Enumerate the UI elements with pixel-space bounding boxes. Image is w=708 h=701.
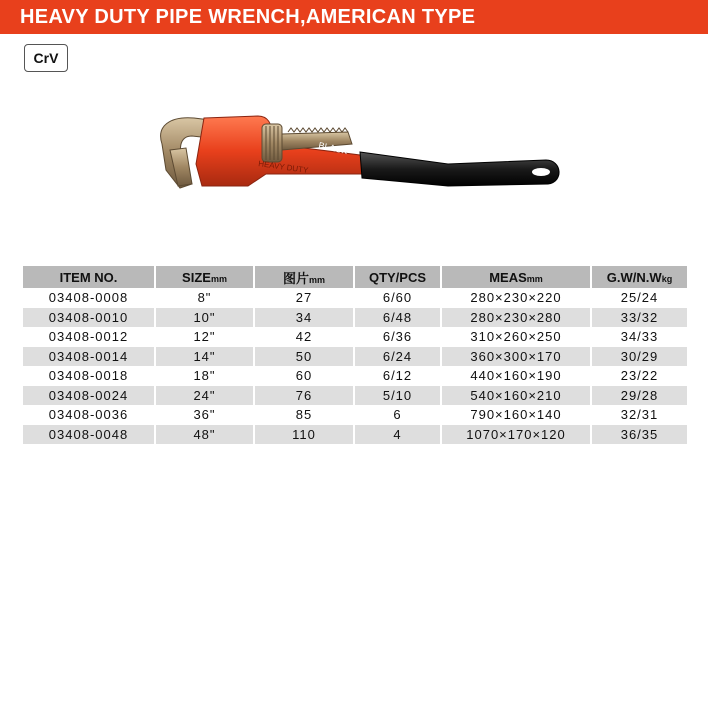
cell-image: 85 xyxy=(254,405,354,425)
handle-text-black: BLACK xyxy=(317,140,349,157)
table-row xyxy=(23,425,687,445)
cell-image: 50 xyxy=(254,347,354,367)
cell-item-no: 03408-0036 xyxy=(23,405,155,425)
cell-item-no: 03408-0014 xyxy=(23,347,155,367)
cell-qty: 5/10 xyxy=(354,386,441,406)
cell-meas: 790×160×140 xyxy=(441,405,591,425)
cell-qty: 6/24 xyxy=(354,347,441,367)
cell-size: 12" xyxy=(155,327,254,347)
cell-qty: 6 xyxy=(354,405,441,425)
header-item-no: ITEM NO. xyxy=(23,266,155,288)
table-row xyxy=(23,327,687,347)
cell-item-no: 03408-0018 xyxy=(23,366,155,386)
cell-weight: 32/31 xyxy=(620,407,659,423)
cell-meas: 440×160×190 xyxy=(441,366,591,386)
material-badge: CrV xyxy=(24,44,68,72)
cell-size: 48" xyxy=(155,425,254,445)
cell-image: 76 xyxy=(254,386,354,406)
header-weight: G.W/N.Wkg xyxy=(591,266,687,288)
cell-qty: 4 xyxy=(354,425,441,445)
header-qty: QTY/PCS xyxy=(354,266,441,288)
cell-weight: 25/24 xyxy=(620,290,659,306)
cell-item-no: 03408-0048 xyxy=(23,425,155,445)
cell-qty: 6/48 xyxy=(354,308,441,328)
table-row xyxy=(23,405,687,425)
table-row xyxy=(23,308,687,328)
table-row xyxy=(23,347,687,367)
cell-qty: 6/12 xyxy=(354,366,441,386)
cell-weight: 30/29 xyxy=(591,347,687,367)
cell-item-no: 03408-0024 xyxy=(23,386,155,406)
cell-meas: 360×300×170 xyxy=(441,347,591,367)
cell-item-no: 03408-0010 xyxy=(23,308,155,328)
table-header-row xyxy=(23,266,687,288)
cell-meas: 280×230×280 xyxy=(441,308,591,328)
cell-item-no: 03408-0012 xyxy=(23,327,155,347)
page-title: HEAVY DUTY PIPE WRENCH,AMERICAN TYPE xyxy=(0,0,708,34)
specification-table xyxy=(23,266,687,444)
cell-image: 34 xyxy=(254,308,354,328)
cell-weight: 23/22 xyxy=(620,368,659,384)
cell-meas: 540×160×210 xyxy=(441,386,591,406)
cell-meas: 280×230×220 xyxy=(441,288,591,308)
cell-meas: 310×260×250 xyxy=(441,327,591,347)
cell-size: 14" xyxy=(155,347,254,367)
cell-size: 18" xyxy=(155,366,254,386)
cell-image: 110 xyxy=(254,425,354,445)
cell-weight: 36/35 xyxy=(591,425,687,445)
cell-weight: 33/32 xyxy=(591,308,687,328)
cell-size: 10" xyxy=(155,308,254,328)
table-row xyxy=(23,386,687,406)
cell-weight: 34/33 xyxy=(620,329,659,345)
cell-weight: 29/28 xyxy=(591,386,687,406)
cell-image: 60 xyxy=(254,366,354,386)
header-size: SIZEmm xyxy=(155,266,254,288)
cell-size: 8" xyxy=(155,288,254,308)
pipe-wrench-image xyxy=(148,104,568,204)
header-image: 图片mm xyxy=(254,266,354,288)
table-row xyxy=(23,366,687,386)
cell-image: 27 xyxy=(254,288,354,308)
cell-image: 42 xyxy=(254,327,354,347)
cell-item-no: 03408-0008 xyxy=(23,288,155,308)
cell-qty: 6/36 xyxy=(354,327,441,347)
body-text-heavy-duty: HEAVY DUTY xyxy=(257,159,309,175)
cell-size: 36" xyxy=(155,405,254,425)
table-row xyxy=(23,288,687,308)
cell-meas: 1070×170×120 xyxy=(441,425,591,445)
header-meas: MEASmm xyxy=(441,266,591,288)
cell-size: 24" xyxy=(155,386,254,406)
cell-qty: 6/60 xyxy=(354,288,441,308)
